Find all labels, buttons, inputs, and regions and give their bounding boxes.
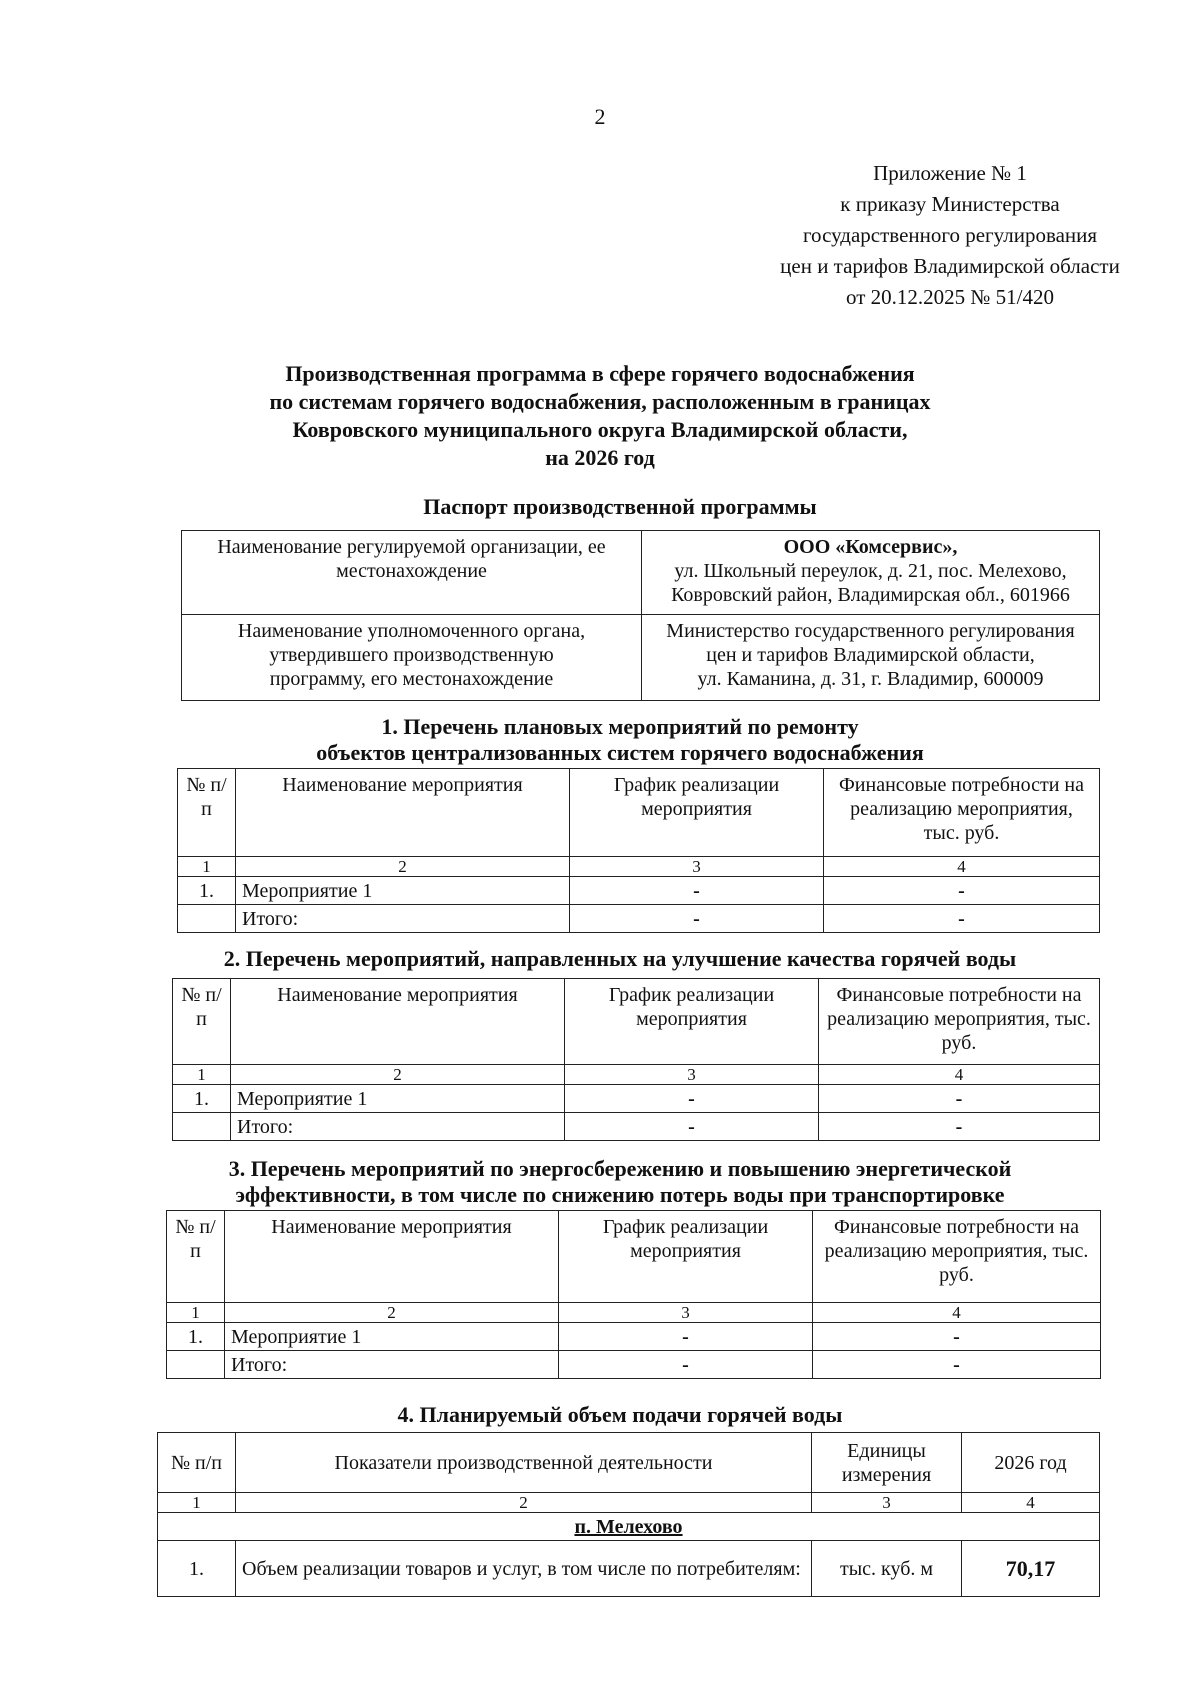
total-empty-cell bbox=[178, 905, 236, 933]
header-schedule: График реализации мероприятия bbox=[565, 979, 819, 1065]
row-finance: - bbox=[813, 1323, 1101, 1351]
appendix-line: к приказу Министерства bbox=[840, 192, 1060, 216]
organization-address-line: ул. Школьный переулок, д. 21, пос. Мелехово, bbox=[674, 560, 1067, 582]
header-schedule: График реализации мероприятия bbox=[559, 1211, 813, 1303]
column-number: 4 bbox=[824, 857, 1100, 877]
appendix-line: от 20.12.2025 № 51/420 bbox=[845, 285, 1055, 309]
column-number: 2 bbox=[225, 1303, 559, 1323]
column-number-row bbox=[167, 1303, 1101, 1323]
column-number-row bbox=[178, 857, 1100, 877]
header-no: № п/п bbox=[173, 979, 231, 1065]
row-schedule: - bbox=[570, 877, 824, 905]
header-name: Наименование мероприятия bbox=[231, 979, 565, 1065]
column-number: 4 bbox=[819, 1065, 1100, 1085]
volume-heading: 4. Планируемый объем подачи горячей воды bbox=[397, 1402, 843, 1427]
passport-table bbox=[181, 530, 1100, 701]
authority-label-line: программу, его местонахождение bbox=[269, 668, 554, 690]
column-number-row bbox=[173, 1065, 1100, 1085]
appendix-line: государственного регулирования bbox=[802, 223, 1098, 247]
authority-label-line: Наименование уполномоченного органа, bbox=[237, 620, 586, 642]
table-header-row bbox=[173, 979, 1100, 1065]
passport-row-organization bbox=[182, 531, 1100, 615]
row-name: Мероприятие 1 bbox=[225, 1323, 559, 1351]
section-3-table bbox=[166, 1210, 1101, 1379]
authority-value-line: Министерство государственного регулирования bbox=[666, 620, 1075, 642]
title-line: Ковровского муниципального округа Владимирской области, bbox=[292, 417, 908, 442]
total-row bbox=[173, 1113, 1100, 1141]
column-number: 3 bbox=[565, 1065, 819, 1085]
column-number-row bbox=[158, 1493, 1100, 1513]
section-heading-line: объектов централизованных систем горячего водоснабжения bbox=[316, 740, 924, 765]
volume-table bbox=[157, 1432, 1100, 1597]
title-line: Производственная программа в сфере горячего водоснабжения bbox=[285, 361, 915, 386]
column-number: 1 bbox=[167, 1303, 225, 1323]
header-finance: Финансовые потребности на реализацию мероприятия, тыс. руб. bbox=[819, 979, 1100, 1065]
column-number: 1 bbox=[158, 1493, 236, 1513]
document-title bbox=[200, 360, 1000, 472]
authority-value-line: ул. Каманина, д. 31, г. Владимир, 600009 bbox=[697, 668, 1044, 690]
section-1-heading bbox=[160, 714, 1080, 766]
settlement-name: п. Мелехово bbox=[158, 1513, 1100, 1541]
total-row bbox=[178, 905, 1100, 933]
organization-value bbox=[642, 531, 1100, 615]
total-schedule: - bbox=[565, 1113, 819, 1141]
appendix-line: Приложение № 1 bbox=[873, 161, 1027, 185]
header-year: 2026 год bbox=[962, 1433, 1100, 1493]
section-heading-line: 1. Перечень плановых мероприятий по ремонту bbox=[381, 714, 859, 739]
section-heading-line: 2. Перечень мероприятий, направленных на улучшение качества горячей воды bbox=[223, 946, 1017, 971]
title-line: по системам горячего водоснабжения, расположенным в границах bbox=[269, 389, 931, 414]
total-label: Итого: bbox=[231, 1113, 565, 1141]
column-number: 3 bbox=[570, 857, 824, 877]
total-row bbox=[167, 1351, 1101, 1379]
organization-address-line: Ковровский район, Владимирская обл., 601966 bbox=[671, 584, 1070, 606]
header-no: № п/п bbox=[167, 1211, 225, 1303]
section-1-table bbox=[177, 768, 1100, 933]
authority-value-line: цен и тарифов Владимирской области, bbox=[706, 644, 1035, 666]
authority-label-line: утвердившего производственную bbox=[269, 644, 554, 666]
title-line: на 2026 год bbox=[545, 445, 655, 470]
total-empty-cell bbox=[167, 1351, 225, 1379]
settlement-row bbox=[158, 1513, 1100, 1541]
column-number: 1 bbox=[173, 1065, 231, 1085]
table-header-row bbox=[158, 1433, 1100, 1493]
total-schedule: - bbox=[570, 905, 824, 933]
row-name: Мероприятие 1 bbox=[231, 1085, 565, 1113]
column-number: 3 bbox=[559, 1303, 813, 1323]
section-3-heading bbox=[160, 1156, 1080, 1208]
column-number: 4 bbox=[813, 1303, 1101, 1323]
header-name: Наименование мероприятия bbox=[225, 1211, 559, 1303]
row-indicator: Объем реализации товаров и услуг, в том числе по потребителям: bbox=[236, 1541, 812, 1597]
row-finance: - bbox=[824, 877, 1100, 905]
total-finance: - bbox=[819, 1113, 1100, 1141]
column-number: 4 bbox=[962, 1493, 1100, 1513]
row-schedule: - bbox=[565, 1085, 819, 1113]
organization-name: ООО «Комсервис», bbox=[783, 536, 958, 558]
row-number: 1. bbox=[167, 1323, 225, 1351]
header-no: № п/п bbox=[178, 769, 236, 857]
section-heading-line: 3. Перечень мероприятий по энергосбережению и повышению энергетической bbox=[228, 1156, 1012, 1181]
passport-heading: Паспорт производственной программы bbox=[423, 494, 817, 519]
header-finance: Финансовые потребности на реализацию мероприятия, тыс. руб. bbox=[824, 769, 1100, 857]
table-header-row bbox=[178, 769, 1100, 857]
appendix-block bbox=[740, 158, 1160, 313]
total-empty-cell bbox=[173, 1113, 231, 1141]
column-number: 2 bbox=[236, 1493, 812, 1513]
table-row bbox=[158, 1541, 1100, 1597]
section-2-table bbox=[172, 978, 1100, 1141]
row-number: 1. bbox=[173, 1085, 231, 1113]
page-number: 2 bbox=[594, 104, 606, 129]
organization-label: Наименование регулируемой организации, ее местонахождение bbox=[182, 531, 642, 615]
row-value: 70,17 bbox=[962, 1541, 1100, 1597]
row-number: 1. bbox=[158, 1541, 236, 1597]
column-number: 2 bbox=[236, 857, 570, 877]
header-unit: Единицы измерения bbox=[812, 1433, 962, 1493]
section-2-heading bbox=[160, 946, 1080, 972]
table-row bbox=[178, 877, 1100, 905]
authority-label bbox=[182, 615, 642, 701]
row-schedule: - bbox=[559, 1323, 813, 1351]
passport-row-authority bbox=[182, 615, 1100, 701]
column-number: 1 bbox=[178, 857, 236, 877]
row-name: Мероприятие 1 bbox=[236, 877, 570, 905]
table-row bbox=[167, 1323, 1101, 1351]
table-row bbox=[173, 1085, 1100, 1113]
header-schedule: График реализации мероприятия bbox=[570, 769, 824, 857]
total-finance: - bbox=[813, 1351, 1101, 1379]
total-finance: - bbox=[824, 905, 1100, 933]
row-unit: тыс. куб. м bbox=[812, 1541, 962, 1597]
total-schedule: - bbox=[559, 1351, 813, 1379]
column-number: 2 bbox=[231, 1065, 565, 1085]
row-number: 1. bbox=[178, 877, 236, 905]
header-finance: Финансовые потребности на реализацию мероприятия, тыс. руб. bbox=[813, 1211, 1101, 1303]
column-number: 3 bbox=[812, 1493, 962, 1513]
header-name: Наименование мероприятия bbox=[236, 769, 570, 857]
header-no: № п/п bbox=[158, 1433, 236, 1493]
row-finance: - bbox=[819, 1085, 1100, 1113]
header-indicator: Показатели производственной деятельности bbox=[236, 1433, 812, 1493]
total-label: Итого: bbox=[225, 1351, 559, 1379]
authority-value bbox=[642, 615, 1100, 701]
appendix-line: цен и тарифов Владимирской области bbox=[780, 254, 1120, 278]
section-heading-line: эффективности, в том числе по снижению потерь воды при транспортировке bbox=[235, 1182, 1005, 1207]
total-label: Итого: bbox=[236, 905, 570, 933]
table-header-row bbox=[167, 1211, 1101, 1303]
